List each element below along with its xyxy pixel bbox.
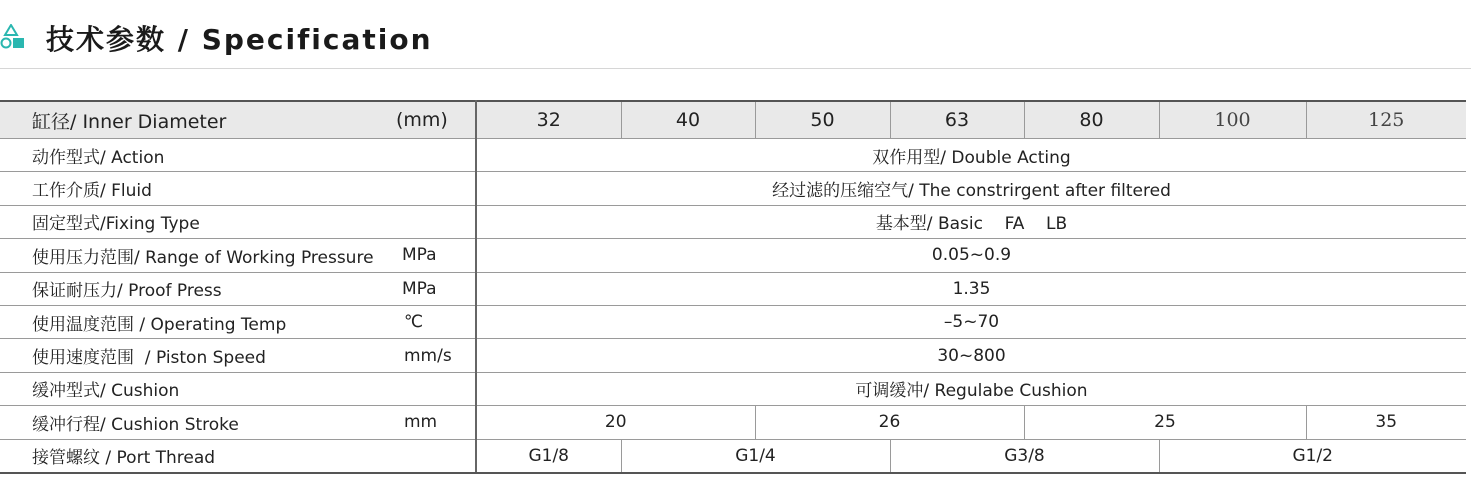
page-title: 技术参数 / Specification (46, 23, 433, 56)
bore-cell: 125 (1306, 101, 1466, 139)
operating-temp-row (0, 305, 1466, 338)
thread-cell: G1/4 (621, 439, 890, 473)
row-label: 使用温度范围 / Operating Temp (32, 314, 287, 335)
row-label-cell (0, 406, 476, 439)
row-label-cell (0, 272, 476, 305)
row-label: 使用速度范围 / Piston Speed (32, 348, 266, 369)
row-label: 工作介质/ Fluid (32, 181, 152, 202)
row-label-cell (0, 139, 476, 172)
row-label-cell (0, 439, 476, 473)
row-label-cell (0, 372, 476, 405)
stroke-cell: 35 (1306, 406, 1466, 439)
proof-press-row (0, 272, 1466, 305)
row-label-cell (0, 239, 476, 272)
thread-cell: G1/8 (476, 439, 621, 473)
row-value: 经过滤的压缩空气/ The constrirgent after filtered (476, 172, 1466, 205)
row-label-cell (0, 339, 476, 372)
row-unit: MPa (402, 245, 437, 266)
specification-table (0, 100, 1466, 474)
fluid-row (0, 172, 1466, 205)
row-label: 固定型式/Fixing Type (32, 214, 200, 235)
row-value: 基本型/ Basic FA LB (476, 205, 1466, 238)
cushion-row (0, 372, 1466, 405)
row-unit: ℃ (404, 312, 424, 333)
row-label: 缸径/ Inner Diameter (32, 110, 227, 133)
header-divider (0, 68, 1471, 69)
row-label-cell (0, 305, 476, 338)
stroke-cell: 26 (755, 406, 1024, 439)
row-label: 保证耐压力/ Proof Press (32, 281, 222, 302)
bore-cell: 100 (1159, 101, 1306, 139)
bore-cell: 50 (755, 101, 890, 139)
working-pressure-row (0, 239, 1466, 272)
port-thread-row (0, 439, 1466, 473)
row-unit: MPa (402, 278, 437, 299)
row-label: 动作型式/ Action (32, 147, 165, 168)
piston-speed-row (0, 339, 1466, 372)
row-label: 使用压力范围/ Range of Working Pressure (32, 247, 374, 268)
row-value: 0.05~0.9 (476, 239, 1466, 272)
row-value: 可调缓冲/ Regulabe Cushion (476, 372, 1466, 405)
row-value: –5~70 (476, 305, 1466, 338)
row-unit: (mm) (396, 109, 448, 131)
row-value: 双作用型/ Double Acting (476, 139, 1466, 172)
stroke-cell: 20 (476, 406, 755, 439)
cushion-stroke-row (0, 406, 1466, 439)
row-label: 缓冲行程/ Cushion Stroke (32, 414, 239, 435)
thread-cell: G3/8 (890, 439, 1159, 473)
row-label: 缓冲型式/ Cushion (32, 381, 180, 402)
row-label-cell (0, 172, 476, 205)
row-label-cell (0, 205, 476, 238)
row-unit: mm/s (404, 345, 452, 366)
section-header (0, 0, 1471, 70)
thread-cell: G1/2 (1159, 439, 1466, 473)
row-value: 30~800 (476, 339, 1466, 372)
row-value: 1.35 (476, 272, 1466, 305)
bore-cell: 80 (1024, 101, 1159, 139)
row-label: 接管螺纹 / Port Thread (32, 448, 216, 469)
fixing-type-row (0, 205, 1466, 238)
bore-cell: 63 (890, 101, 1024, 139)
action-row (0, 139, 1466, 172)
bore-cell: 40 (621, 101, 755, 139)
stroke-cell: 25 (1024, 406, 1306, 439)
inner-diameter-row (0, 101, 1466, 139)
bore-cell: 32 (476, 101, 621, 139)
shapes-logo-icon (0, 24, 28, 50)
row-unit: mm (404, 412, 438, 433)
row-label-cell (0, 101, 476, 139)
